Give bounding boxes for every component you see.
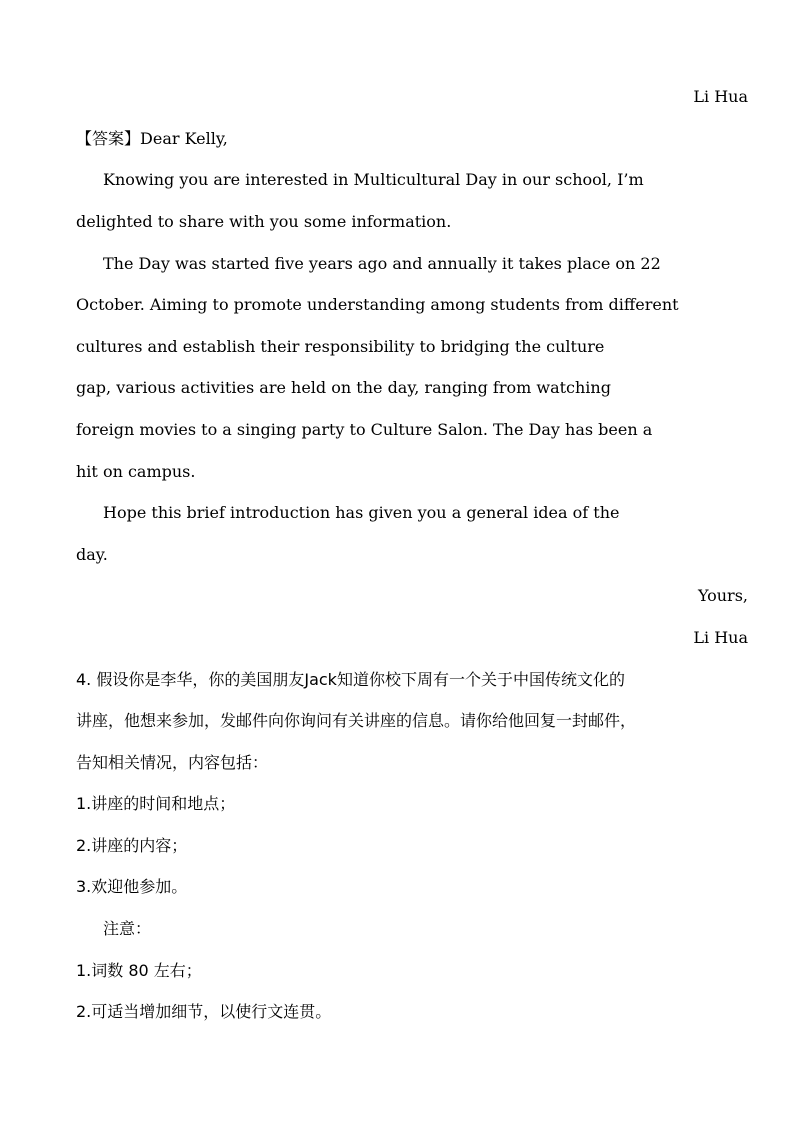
letter-line: foreign movies to a singing party to Culture Salon. The Day has been a — [76, 420, 653, 439]
letter-line: Hope this brief introduction has given you a general idea of the — [103, 503, 620, 522]
note-label: 注意： — [103, 919, 152, 938]
question-line: 告知相关情况，内容包括： — [76, 753, 269, 772]
answer-tag: 【答案】 — [76, 129, 141, 148]
letter-line: Knowing you are interested in Multicultural Day in our school, I’m — [103, 170, 644, 189]
note-item: 1.词数 80 左右； — [76, 961, 202, 980]
signature: Li Hua — [693, 628, 748, 647]
signature-top: Li Hua — [693, 87, 748, 106]
answer-greeting-line — [76, 129, 748, 149]
closing: Yours, — [697, 586, 748, 605]
question-line: 讲座，他想来参加，发邮件向你询问有关讲座的信息。请你给他回复一封邮件， — [76, 711, 637, 730]
letter-line: October. Aiming to promote understanding among students from different — [76, 295, 679, 314]
note-item: 2.可适当增加细节，以使行文连贯。 — [76, 1002, 332, 1021]
requirement-item: 2.讲座的内容； — [76, 836, 188, 855]
letter-line: gap, various activities are held on the day, ranging from watching — [76, 378, 611, 397]
letter-line: delighted to share with you some information. — [76, 212, 452, 231]
question-line: 4. 假设你是李华，你的美国朋友Jack知道你校下周有一个关于中国传统文化的 — [76, 670, 625, 689]
greeting: Dear Kelly, — [140, 129, 228, 148]
requirement-item: 3.欢迎他参加。 — [76, 877, 188, 896]
letter-line: hit on campus. — [76, 462, 196, 481]
requirement-item: 1.讲座的时间和地点； — [76, 794, 236, 813]
letter-line: cultures and establish their responsibility to bridging the culture — [76, 337, 605, 356]
letter-line: The Day was started five years ago and annually it takes place on 22 — [103, 254, 661, 273]
letter-line: day. — [76, 545, 108, 564]
